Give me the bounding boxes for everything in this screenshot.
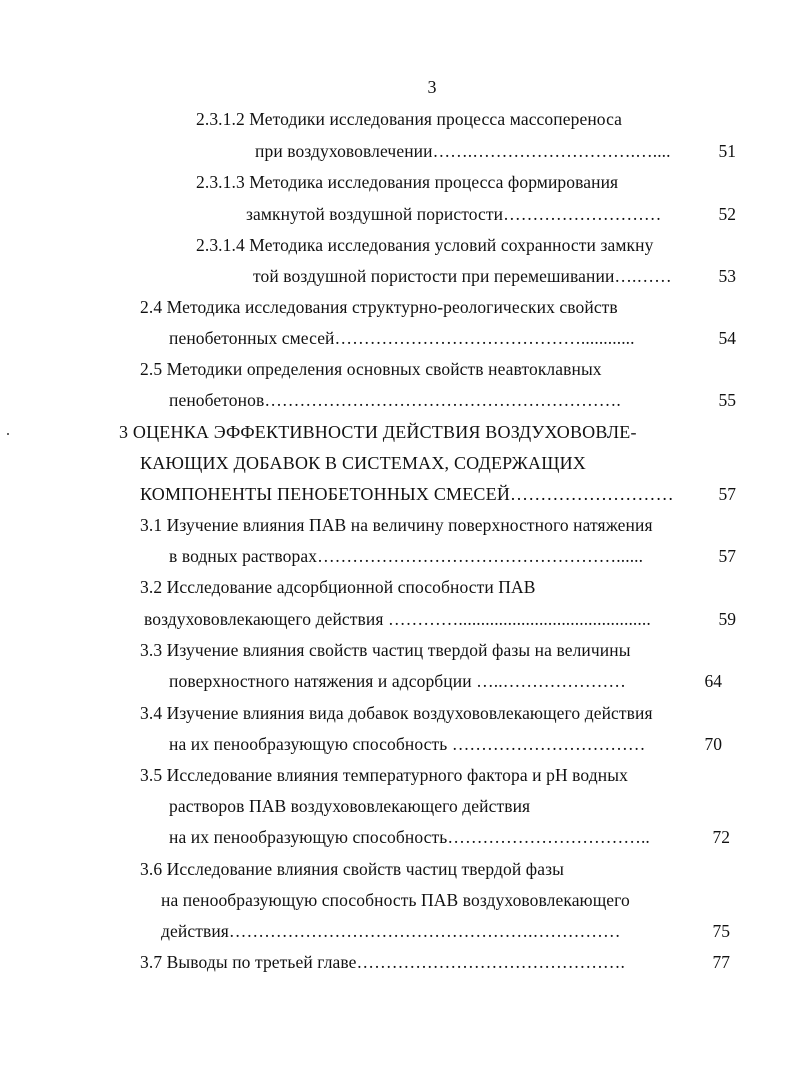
scan-speck — [7, 433, 9, 435]
toc-page-ref: 75 — [712, 921, 730, 941]
toc-entry-2-3-1-3-line-1: 2.3.1.3 Методика исследования процесса формирования — [196, 172, 619, 192]
toc-entry-3-4-line-1: 3.4 Изучение влияния вида добавок воздухововлекающего действия — [140, 703, 653, 723]
toc-entry-3-4-line-2: на их пенообразующую способность …………………………… — [169, 734, 646, 754]
toc-entry-3-3-line-2: поверхностного натяжения и адсорбции …..………………… — [169, 671, 626, 691]
toc-entry-3-1-line-1: 3.1 Изучение влияния ПАВ на величину поверхностного натяжения — [140, 515, 653, 535]
toc-page-ref: 72 — [712, 827, 730, 847]
toc-page-ref: 52 — [718, 204, 736, 224]
toc-page-ref: 64 — [704, 671, 722, 691]
toc-entry-2-4-line-2: пенобетонных смесей……………………………………............ — [169, 328, 635, 348]
toc-entry-3-1-line-2: в водных растворах……………………………………………...... — [169, 546, 644, 566]
toc-chapter-3-line-3: КОМПОНЕНТЫ ПЕНОБЕТОННЫХ СМЕСЕЙ……………………… — [140, 484, 674, 504]
toc-entry-2-3-1-4-line-2: той воздушной пористости при перемешивании….…… — [253, 266, 672, 286]
toc-entry-3-2-line-1: 3.2 Исследование адсорбционной способности ПАВ — [140, 577, 536, 597]
toc-entry-3-6-line-2: на пенообразующую способность ПАВ воздухововлекающего — [161, 890, 630, 910]
toc-entry-2-4-line-1: 2.4 Методика исследования структурно-реологических свойств — [140, 297, 618, 317]
toc-entry-3-5-line-1: 3.5 Исследование влияния температурного фактора и pH водных — [140, 765, 628, 785]
toc-page-ref: 54 — [718, 328, 736, 348]
toc-entry-2-3-1-4-line-1: 2.3.1.4 Методика исследования условий сохранности замкну — [196, 235, 654, 255]
toc-entry-2-3-1-2-line-1: 2.3.1.2 Методики исследования процесса массопереноса — [196, 109, 623, 129]
toc-chapter-3-line-1: 3 ОЦЕНКА ЭФФЕКТИВНОСТИ ДЕЙСТВИЯ ВОЗДУХОВОВЛЕ- — [119, 422, 637, 442]
toc-entry-3-5-line-2: растворов ПАВ воздухововлекающего действия — [169, 796, 531, 816]
toc-entry-3-7-line-1: 3.7 Выводы по третьей главе………………………………………. — [140, 952, 626, 972]
toc-entry-3-3-line-1: 3.3 Изучение влияния свойств частиц твердой фазы на величины — [140, 640, 631, 660]
toc-entry-3-6-line-3: действия…………………………………………….…………… — [161, 921, 621, 941]
toc-entry-2-3-1-3-line-2: замкнутой воздушной пористости……………………… — [246, 204, 662, 224]
toc-page-ref: 57 — [718, 546, 736, 566]
toc-page-ref: 53 — [718, 266, 736, 286]
toc-chapter-3-line-2: КАЮЩИХ ДОБАВОК В СИСТЕМАХ, СОДЕРЖАЩИХ — [140, 453, 587, 473]
toc-entry-2-5-line-2: пенобетонов……………………………………………………. — [169, 390, 621, 410]
toc-page-ref: 55 — [718, 390, 736, 410]
toc-entry-3-6-line-1: 3.6 Исследование влияния свойств частиц твердой фазы — [140, 859, 564, 879]
toc-page-ref: 59 — [718, 609, 736, 629]
toc-page-ref: 70 — [704, 734, 722, 754]
toc-entry-3-2-line-2: воздухововлекающего действия …………........................................... — [144, 609, 651, 629]
toc-entry-3-5-line-3: на их пенообразующую способность…………………………….. — [169, 827, 650, 847]
toc-page-ref: 57 — [718, 484, 736, 504]
toc-page-ref: 51 — [718, 141, 736, 161]
toc-entry-2-5-line-1: 2.5 Методики определения основных свойств неавтоклавных — [140, 359, 602, 379]
page-number: 3 — [427, 77, 437, 97]
toc-page-ref: 77 — [712, 952, 730, 972]
toc-entry-2-3-1-2-line-2: при воздухововлечении…….……………………….….... — [255, 141, 671, 161]
